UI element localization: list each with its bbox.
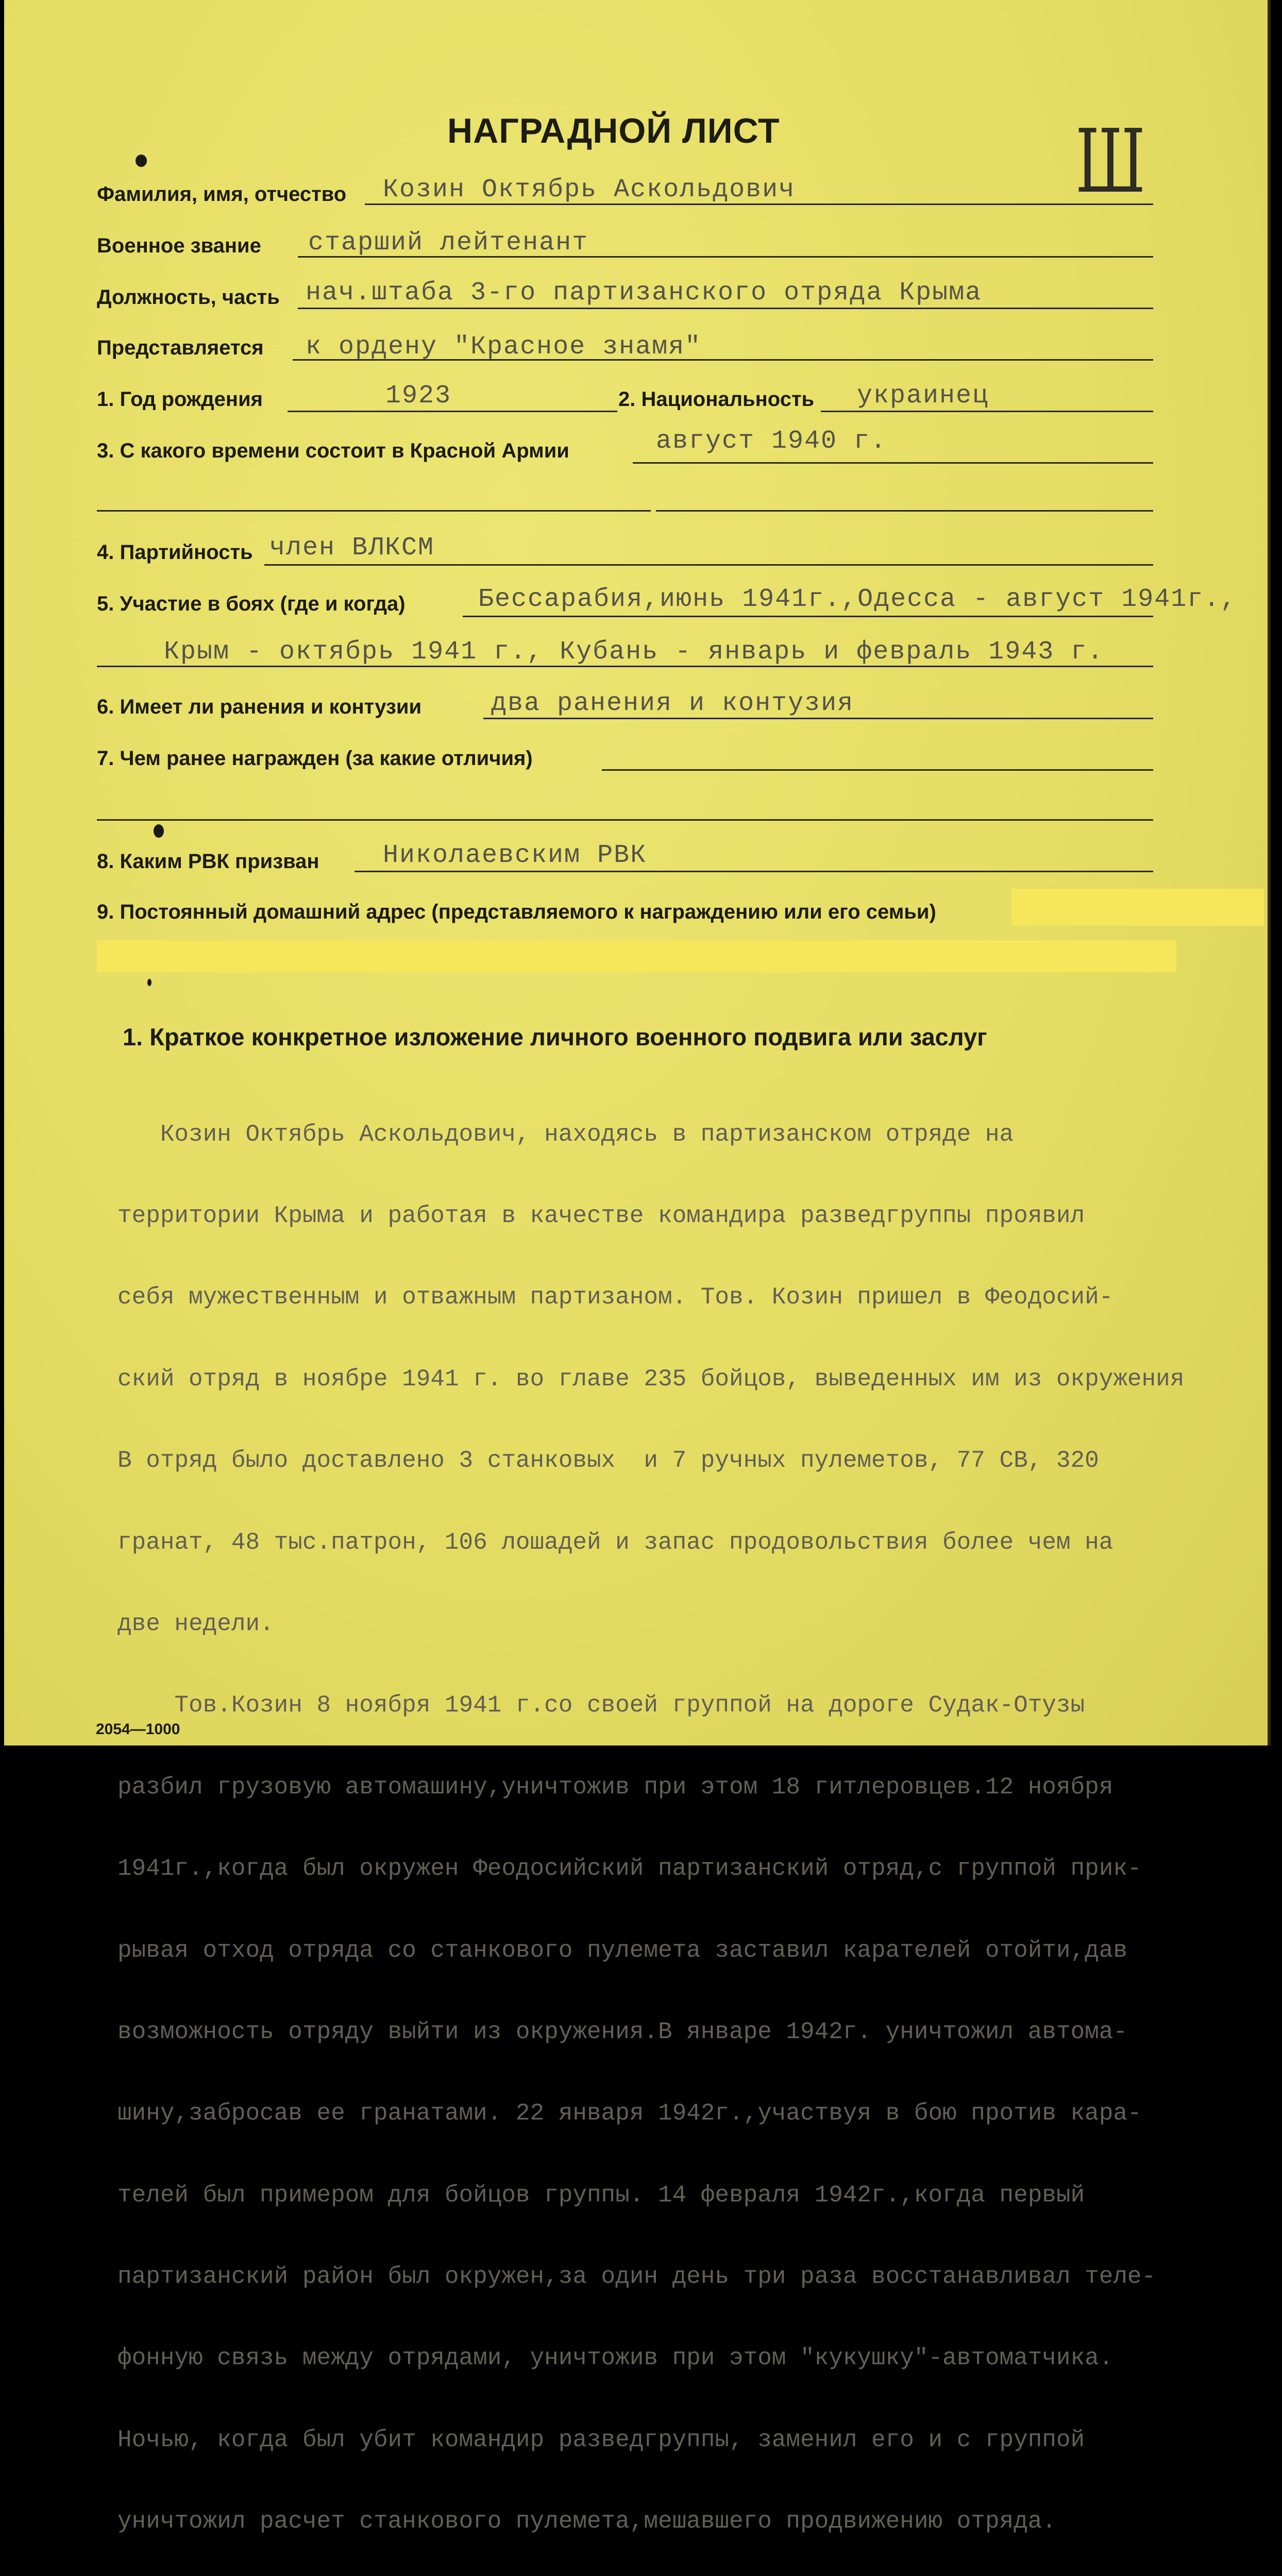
nationality-label: 2. Национальность (618, 388, 815, 411)
birth-underline (288, 411, 617, 412)
narrative-line: 1941г.,когда был окружен Феодосийский партизанский отряд,с группой прик- (117, 1855, 1142, 1883)
wounds-label: 6. Имеет ли ранения и контузии (97, 696, 422, 718)
punch-hole (147, 979, 151, 986)
narrative-line: партизанский район был окружен,за один день три раза восстанавливал теле- (117, 2263, 1156, 2291)
narrative-line: разбил грузовую автомашину,уничтожив при этом 18 гитлеровцев.12 ноября (117, 1773, 1114, 1801)
army-underline (633, 462, 1153, 464)
birth-label: 1. Год рождения (97, 388, 263, 411)
award-sheet (4, 0, 1271, 2535)
fio-underline (365, 204, 1153, 205)
army-value: август 1940 г. (656, 427, 887, 456)
narrative-line: возможность отряду выйти из окружения.В январе 1942г. уничтожил автома- (117, 2018, 1127, 2045)
nominated-value: к ордену "Красное знамя" (306, 332, 702, 362)
position-label: Должность, часть (97, 286, 280, 309)
redaction-address-2 (97, 940, 1176, 972)
narrative-line: уничтожил расчет станкового пулемета,мешавшего продвижению отряда. (117, 2508, 1056, 2535)
army-extra-line-left (97, 510, 651, 512)
wounds-value: два ранения и контузия (491, 689, 854, 718)
nationality-underline (821, 411, 1153, 412)
nominated-label: Представляется (97, 336, 264, 359)
punch-hole (136, 155, 147, 167)
rank-value: старший лейтенант (308, 228, 589, 258)
battles-value-2: Крым - октябрь 1941 г., Кубань - январь и февраль 1943 г. (164, 637, 1104, 667)
section-heading: 1. Краткое конкретное изложение личного военного подвига или заслуг (123, 1023, 987, 1050)
army-extra-line-right (656, 510, 1153, 512)
battles-underline-2 (97, 666, 1153, 667)
position-value: нач.штаба 3-го партизанского отряда Крыма (306, 278, 982, 308)
party-value: член ВЛКСМ (269, 533, 435, 563)
rank-underline (298, 256, 1153, 258)
narrative-line: Тов.Козин 8 ноября 1941 г.со своей группой на дороге Судак-Отузы (117, 1692, 1085, 1719)
nominated-underline (293, 359, 1153, 361)
awards-extra-line (97, 819, 1153, 821)
narrative-line: Ночью, когда был убит командир разведгруппы, заменил его и с группой (117, 2426, 1085, 2453)
narrative-line: две недели. (117, 1610, 274, 1637)
fio-label: Фамилия, имя, отчество (97, 183, 347, 206)
battles-value-1: Бессарабия,июнь 1941г.,Одесса - август 1941г., (478, 585, 1237, 614)
fio-value: Козин Октябрь Аскольдович (383, 175, 796, 205)
punch-hole (154, 824, 164, 838)
document-title: НАГРАДНОЙ ЛИСТ (447, 111, 780, 150)
redaction-address-1 (1011, 889, 1264, 926)
army-label: 3. С какого времени состоит в Красной Армии (97, 439, 569, 462)
party-underline (264, 564, 1153, 566)
narrative-line: себя мужественным и отважным партизаном. Тов. Козин пришел в Феодосий- (117, 1284, 1114, 1311)
handwritten-mark: Ш (1075, 111, 1145, 213)
narrative-line: В отряд было доставлено 3 станковых и 7 ручных пулеметов, 77 СВ, 320 (117, 1447, 1099, 1475)
narrative-line: ский отряд в ноябре 1941 г. во главе 235 бойцов, выведенных им из окружения (117, 1365, 1185, 1393)
narrative-line: Козин Октябрь Аскольдович, находясь в партизанском отряде на (117, 1121, 1014, 1148)
narrative-line: рывая отход отряда со станкового пулемета заставил карателей отойти,дав (117, 1937, 1127, 1964)
narrative-line: гранат, 48 тыс.патрон, 106 лошадей и запас продовольствия более чем на (117, 1529, 1114, 1556)
address-label: 9. Постоянный домашний адрес (представляемого к награждению или его семьи) (97, 901, 936, 923)
wounds-underline (483, 718, 1153, 719)
battles-label: 5. Участие в боях (где и когда) (97, 592, 406, 615)
position-underline (298, 308, 1153, 309)
battles-underline-1 (463, 616, 1153, 617)
party-label: 4. Партийность (97, 541, 253, 564)
rank-label: Военное звание (97, 234, 261, 257)
narrative-line: шину,забросав ее гранатами. 22 января 1942г.,участвуя в бою против кара- (117, 2100, 1142, 2127)
print-run-code: 2054—1000 (96, 1721, 180, 1738)
rvk-label: 8. Каким РВК призван (97, 850, 319, 873)
narrative-text (117, 1066, 1220, 2576)
awards-underline (602, 769, 1153, 771)
narrative-line: телей был примером для бойцов группы. 14 февраля 1942г.,когда первый (117, 2181, 1085, 2209)
rvk-value: Николаевским РВК (383, 841, 647, 870)
rvk-underline (355, 871, 1153, 872)
awards-label: 7. Чем ранее награжден (за какие отличия) (97, 747, 533, 770)
narrative-line: территории Крыма и работая в качестве командира разведгруппы проявил (117, 1202, 1085, 1229)
narrative-line: фонную связь между отрядами, уничтожив при этом "кукушку"-автоматчика. (117, 2345, 1114, 2372)
nationality-value: украинец (857, 381, 989, 411)
birth-value: 1923 (385, 381, 452, 411)
